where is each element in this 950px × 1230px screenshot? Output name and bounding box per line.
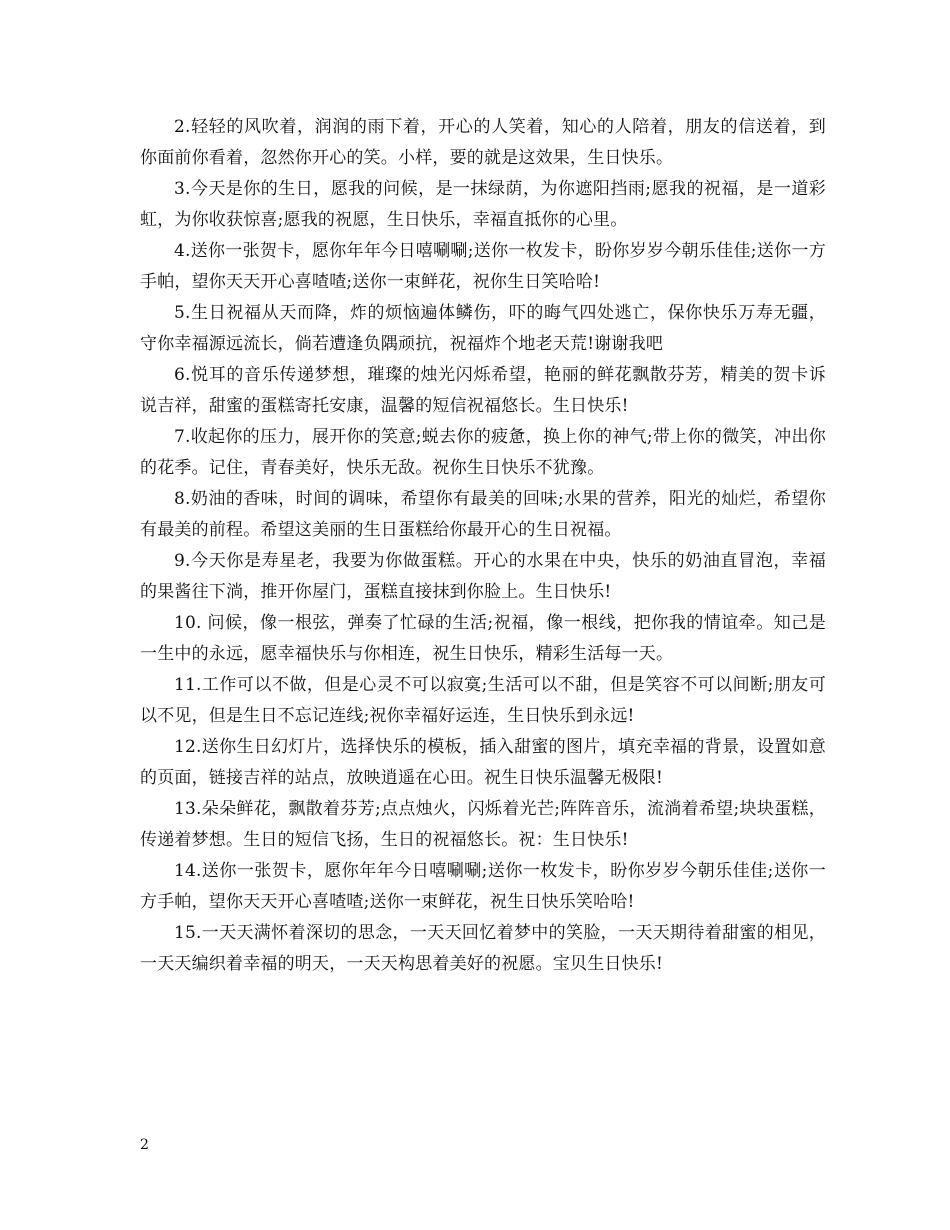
paragraph-3: 3.今天是你的生日，愿我的问候，是一抹绿荫，为你遮阳挡雨;愿我的祝福，是一道彩虹，为你收获惊喜;愿我的祝愿，生日快乐，幸福直抵你的心里。 bbox=[140, 179, 826, 230]
paragraph-6: 6.悦耳的音乐传递梦想，璀璨的烛光闪烁希望，艳丽的鲜花飘散芬芳，精美的贺卡诉说吉祥，甜蜜的蛋糕寄托安康，温馨的短信祝福悠长。生日快乐! bbox=[140, 365, 826, 416]
paragraph-4: 4.送你一张贺卡，愿你年年今日嘻唰唰;送你一枚发卡，盼你岁岁今朝乐佳佳;送你一方手帕，望你天天开心喜喳喳;送你一束鲜花，祝你生日笑哈哈! bbox=[140, 241, 826, 292]
paragraph-2: 2.轻轻的风吹着，润润的雨下着，开心的人笑着，知心的人陪着，朋友的信送着，到你面前你看着，忽然你开心的笑。小样，要的就是这效果，生日快乐。 bbox=[140, 117, 826, 168]
paragraph-12: 12.送你生日幻灯片，选择快乐的模板，插入甜蜜的图片，填充幸福的背景，设置如意的页面，链接吉祥的站点，放映逍遥在心田。祝生日快乐温馨无极限! bbox=[140, 737, 826, 788]
paragraph-10: 10. 问候，像一根弦，弹奏了忙碌的生活;祝福，像一根线，把你我的情谊牵。知己是一生中的永远，愿幸福快乐与你相连，祝生日快乐，精彩生活每一天。 bbox=[140, 613, 826, 664]
paragraph-9: 9.今天你是寿星老，我要为你做蛋糕。开心的水果在中央，快乐的奶油直冒泡，幸福的果酱往下淌，推开你屋门，蛋糕直接抹到你脸上。生日快乐! bbox=[140, 551, 826, 602]
paragraph-5: 5.生日祝福从天而降，炸的烦恼遍体鳞伤，吓的晦气四处逃亡，保你快乐万寿无疆，守你幸福源远流长，倘若遭逢负隅顽抗，祝福炸个地老天荒!谢谢我吧 bbox=[140, 303, 826, 354]
paragraph-15: 15.一天天满怀着深切的思念，一天天回忆着梦中的笑脸，一天天期待着甜蜜的相见，一天天编织着幸福的明天，一天天构思着美好的祝愿。宝贝生日快乐! bbox=[140, 923, 826, 974]
paragraph-13: 13.朵朵鲜花，飘散着芬芳;点点烛火，闪烁着光芒;阵阵音乐，流淌着希望;块块蛋糕，传递着梦想。生日的短信飞扬，生日的祝福悠长。祝：生日快乐! bbox=[140, 799, 826, 850]
paragraph-14: 14.送你一张贺卡，愿你年年今日嘻唰唰;送你一枚发卡，盼你岁岁今朝乐佳佳;送你一方手帕，望你天天开心喜喳喳;送你一束鲜花，祝生日快乐笑哈哈! bbox=[140, 861, 826, 912]
page-number: 2 bbox=[140, 1137, 149, 1153]
paragraph-11: 11.工作可以不做，但是心灵不可以寂寞;生活可以不甜，但是笑容不可以间断;朋友可以不见，但是生日不忘记连线;祝你幸福好运连，生日快乐到永远! bbox=[140, 675, 826, 726]
paragraph-7: 7.收起你的压力，展开你的笑意;蜕去你的疲惫，换上你的神气;带上你的微笑，冲出你的花季。记住，青春美好，快乐无敌。祝你生日快乐不犹豫。 bbox=[140, 427, 826, 478]
document-body bbox=[140, 112, 826, 980]
paragraph-8: 8.奶油的香味，时间的调味，希望你有最美的回味;水果的营养，阳光的灿烂，希望你有最美的前程。希望这美丽的生日蛋糕给你最开心的生日祝福。 bbox=[140, 489, 826, 540]
